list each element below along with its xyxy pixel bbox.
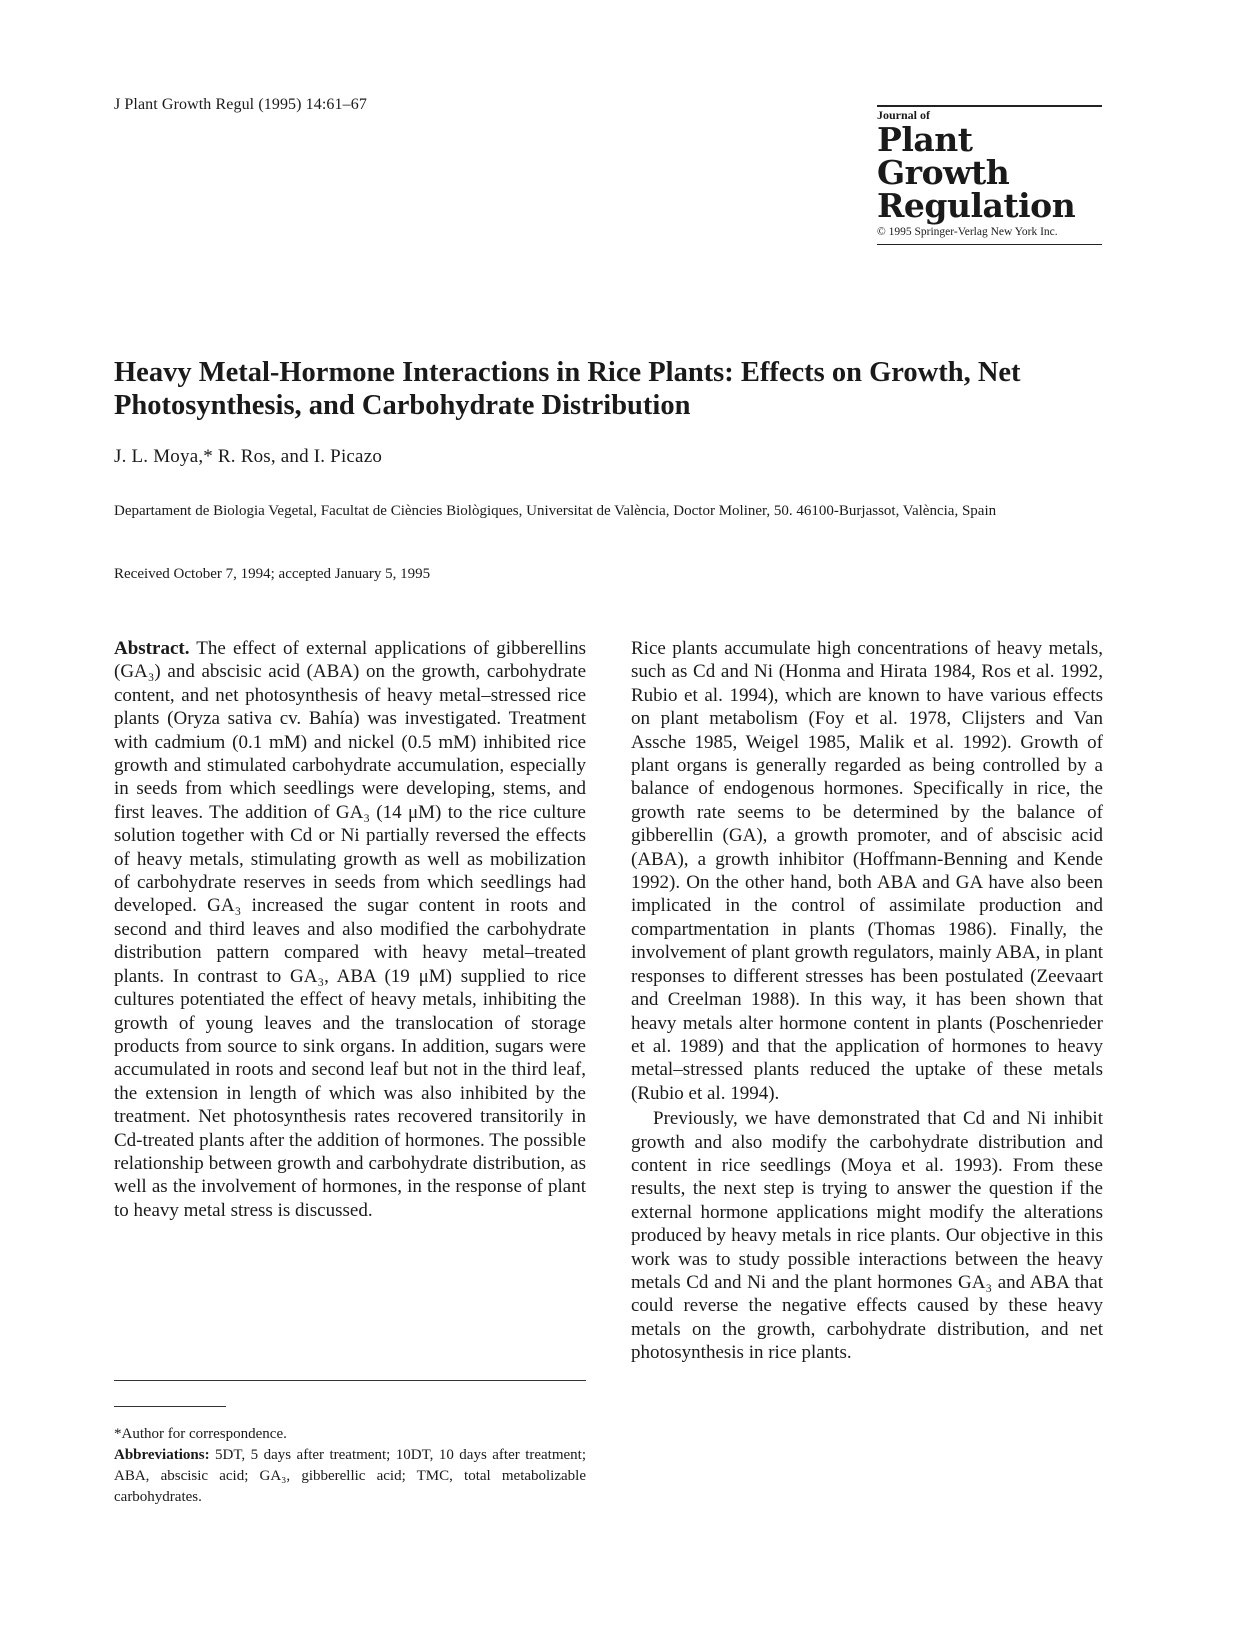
received-dates: Received October 7, 1994; accepted January 5, 1995 xyxy=(114,566,431,582)
footnotes xyxy=(114,1424,586,1508)
correspondence-footnote: *Author for correspondence. xyxy=(114,1426,287,1442)
left-column xyxy=(114,637,586,1222)
journal-of-label: Journal of xyxy=(877,108,931,122)
article-title: Heavy Metal-Hormone Interactions in Rice Plants: Effects on Growth, Net Photosynthesis, and Carbohydrate Distribution xyxy=(114,357,1021,421)
abbreviations-footnote xyxy=(114,1445,586,1508)
copyright-notice: © 1995 Springer-Verlag New York Inc. xyxy=(877,226,1058,238)
logo-bottom-rule xyxy=(877,244,1102,245)
abbreviations-label: Abbreviations: xyxy=(114,1447,210,1463)
abbreviations-text: 5DT, 5 days after treatment; 10DT, 10 days after treatment; ABA, abscisic acid; GA₃, gibberellic acid; TMC, total metabolizable carbohydrates. xyxy=(114,1447,587,1505)
journal-name-line-1: Plant xyxy=(877,120,973,159)
journal-name-line-3: Regulation xyxy=(877,186,1076,225)
intro-paragraph-2: Previously, we have demonstrated that Cd and Ni inhibit growth and also modify the carbohydrate distribution and content in rice seedlings (Moya et al. 1993). From these results, the next step is trying to answer the question if the external hormone applications might modify the alterations produced by heavy metals in rice plants. Our objective in this work was to study possible interactions between the heavy metals Cd and Ni and the plant hormones GA₃ and ABA that could reverse the negative effects caused by these heavy metals on the growth, carbohydrate distribution, and net photosynthesis in rice plants. xyxy=(631,1108,1103,1364)
intro-paragraph-1: Rice plants accumulate high concentrations of heavy metals, such as Cd and Ni (Honma and Hirata 1984, Ros et al. 1992, Rubio et al. 1994), which are known to have various effects on plant metabolism (Foy et al. 1978, Clijsters and Van Assche 1985, Weigel 1985, Malik et al. 1992). Growth of plant organs is generally regarded as being controlled by a balance of endogenous hormones. Specifically in rice, the growth rate seems to be determined by the balance of gibberellin (GA), a growth promoter, and of abscisic acid (ABA), a growth inhibitor (Hoffmann-Benning and Kende 1992). On the other hand, both ABA and GA have also been implicated in the control of assimilate production and compartmentation in plants (Thomas 1986). Finally, the involvement of plant growth regulators, mainly ABA, in plant responses to different stresses has been postulated (Zeevaart and Creelman 1988). In this way, it has been shown that heavy metals alter hormone content in plants (Poschenrieder et al. 1989) and that the application of hormones to heavy metal–stressed plants reduced the uptake of these metals (Rubio et al. 1994). xyxy=(631,638,1103,1104)
abstract-text: The effect of external applications of gibberellins (GA₃) and abscisic acid (ABA) on the growth, carbohydrate content, and net photosynthesis of heavy metal–stressed rice plants (Oryza sativa cv. Bahía) was investigated. Treatment with cadmium (0.1 mM) and nickel (0.5 mM) inhibited rice growth and stimulated carbohydrate accumulation, especially in seeds from which seedlings were developing, stems, and first leaves. The addition of GA₃ (14 μM) to the rice culture solution together with Cd or Ni partially reversed the effects of heavy metals, stimulating growth as well as mobilization of carbohydrate reserves in seeds from which seedlings had developed. GA₃ increased the sugar content in roots and second and third leaves and also modified the carbohydrate distribution pattern compared with heavy metal–treated plants. In contrast to GA₃, ABA (19 μM) supplied to rice cultures potentiated the effect of heavy metals, inhibiting the growth of young leaves and the translocation of storage products from source to sink organs. In addition, sugars were accumulated in roots and second leaf but not in the third leaf, the extension in length of which was also inhibited by the treatment. Net photosynthesis rates recovered transitorily in Cd-treated plants after the addition of hormones. The possible relationship between growth and carbohydrate distribution, as well as the involvement of hormones, in the response of plant to heavy metal stress is discussed. xyxy=(114,638,586,1221)
abstract-label: Abstract. xyxy=(114,638,190,659)
journal-name-line-2: Growth xyxy=(877,153,1010,192)
journal-citation: J Plant Growth Regul (1995) 14:61–67 xyxy=(114,96,367,113)
footnote-short-rule xyxy=(114,1406,226,1407)
logo-top-rule xyxy=(877,105,1102,107)
right-column xyxy=(631,637,1103,1365)
author-affiliation: Departament de Biologia Vegetal, Facultat de Ciències Biològiques, Universitat de València, Doctor Moliner, 50. 46100-Burjassot, València, Spain xyxy=(114,503,997,519)
footnote-separator xyxy=(114,1380,586,1381)
journal-logo-block xyxy=(877,105,1102,245)
article-authors: J. L. Moya,* R. Ros, and I. Picazo xyxy=(114,446,383,467)
abstract-paragraph xyxy=(114,637,586,1222)
